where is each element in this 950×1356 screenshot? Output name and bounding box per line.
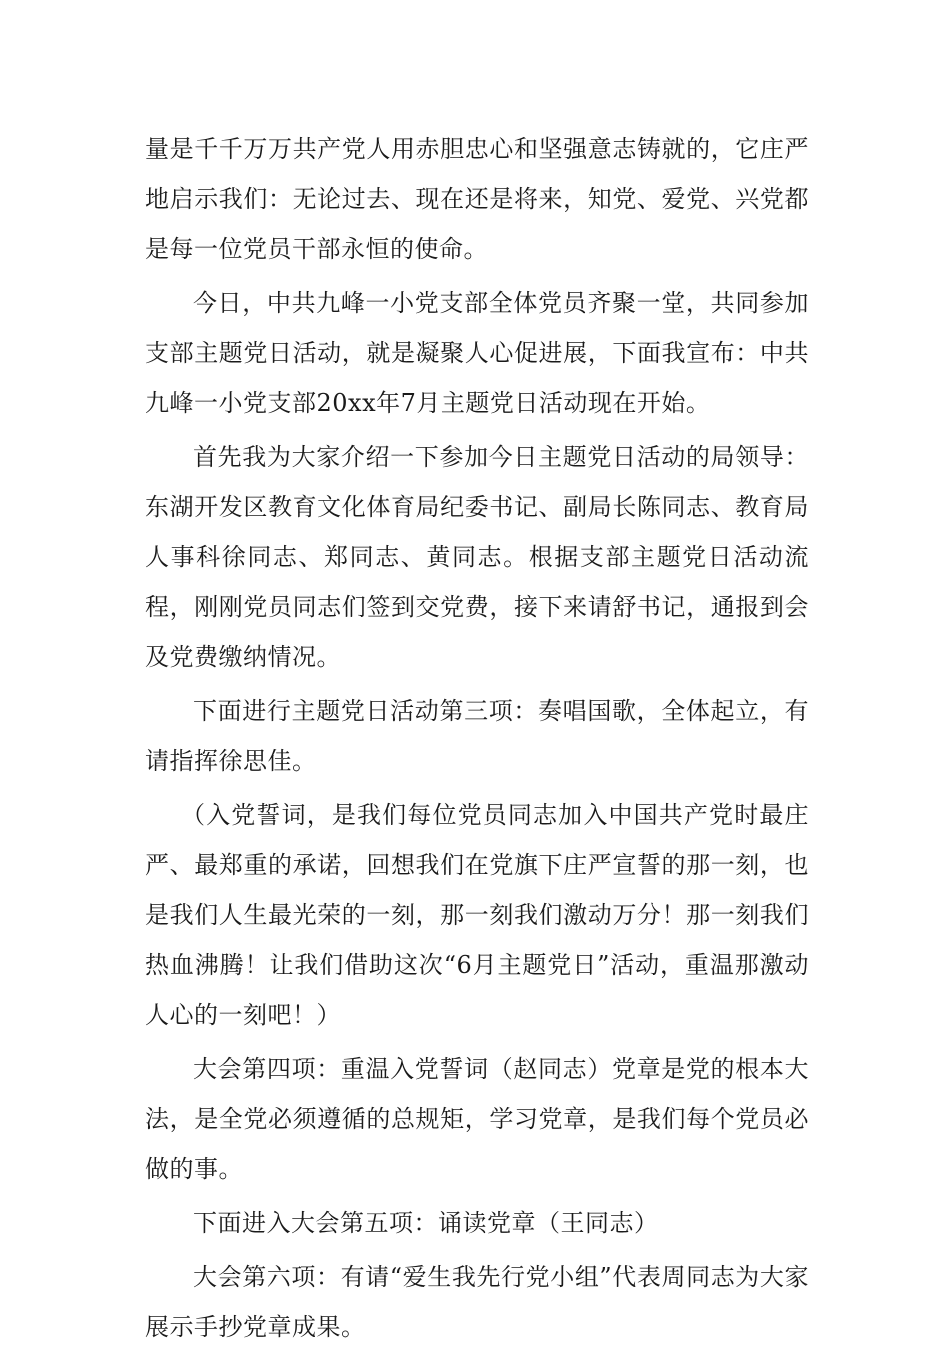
paragraph-oath-note: （入党誓词，是我们每位党员同志加入中国共产党时最庄严、最郑重的承诺，回想我们在党旗下庄严宣誓的那一刻，也是我们人生最光荣的一刻，那一刻我们激动万分！那一刻我们热血沸腾！让我们借助这次“6月主题党日”活动，重温那激动人心的一刻吧！） <box>145 801 809 1029</box>
paragraph-continuation: 量是千千万万共产党人用赤胆忠心和坚强意志铸就的，它庄严地启示我们：无论过去、现在还是将来，知党、爱党、兴党都是每一位党员干部永恒的使命。 <box>145 135 809 263</box>
paragraph-item-three: 下面进行主题党日活动第三项：奏唱国歌，全体起立，有请指挥徐思佳。 <box>145 697 809 775</box>
paragraph-leader-introduction: 首先我为大家介绍一下参加今日主题党日活动的局领导：东湖开发区教育文化体育局纪委书记、副局长陈同志、教育局人事科徐同志、郑同志、黄同志。根据支部主题党日活动流程，刚刚党员同志们签到交党费，接下来请舒书记，通报到会及党费缴纳情况。 <box>145 443 809 671</box>
paragraph-opening-announcement: 今日，中共九峰一小党支部全体党员齐聚一堂，共同参加支部主题党日活动，就是凝聚人心促进展，下面我宣布：中共九峰一小党支部20xx年7月主题党日活动现在开始。 <box>145 289 809 417</box>
paragraph-item-four: 大会第四项：重温入党誓词（赵同志）党章是党的根本大法，是全党必须遵循的总规矩，学习党章，是我们每个党员必做的事。 <box>145 1055 809 1183</box>
paragraph-item-six: 大会第六项：有请“爱生我先行党小组”代表周同志为大家展示手抄党章成果。 <box>145 1263 809 1341</box>
document-body <box>145 124 809 1356</box>
paragraph-item-five: 下面进入大会第五项：诵读党章（王同志） <box>193 1209 659 1237</box>
